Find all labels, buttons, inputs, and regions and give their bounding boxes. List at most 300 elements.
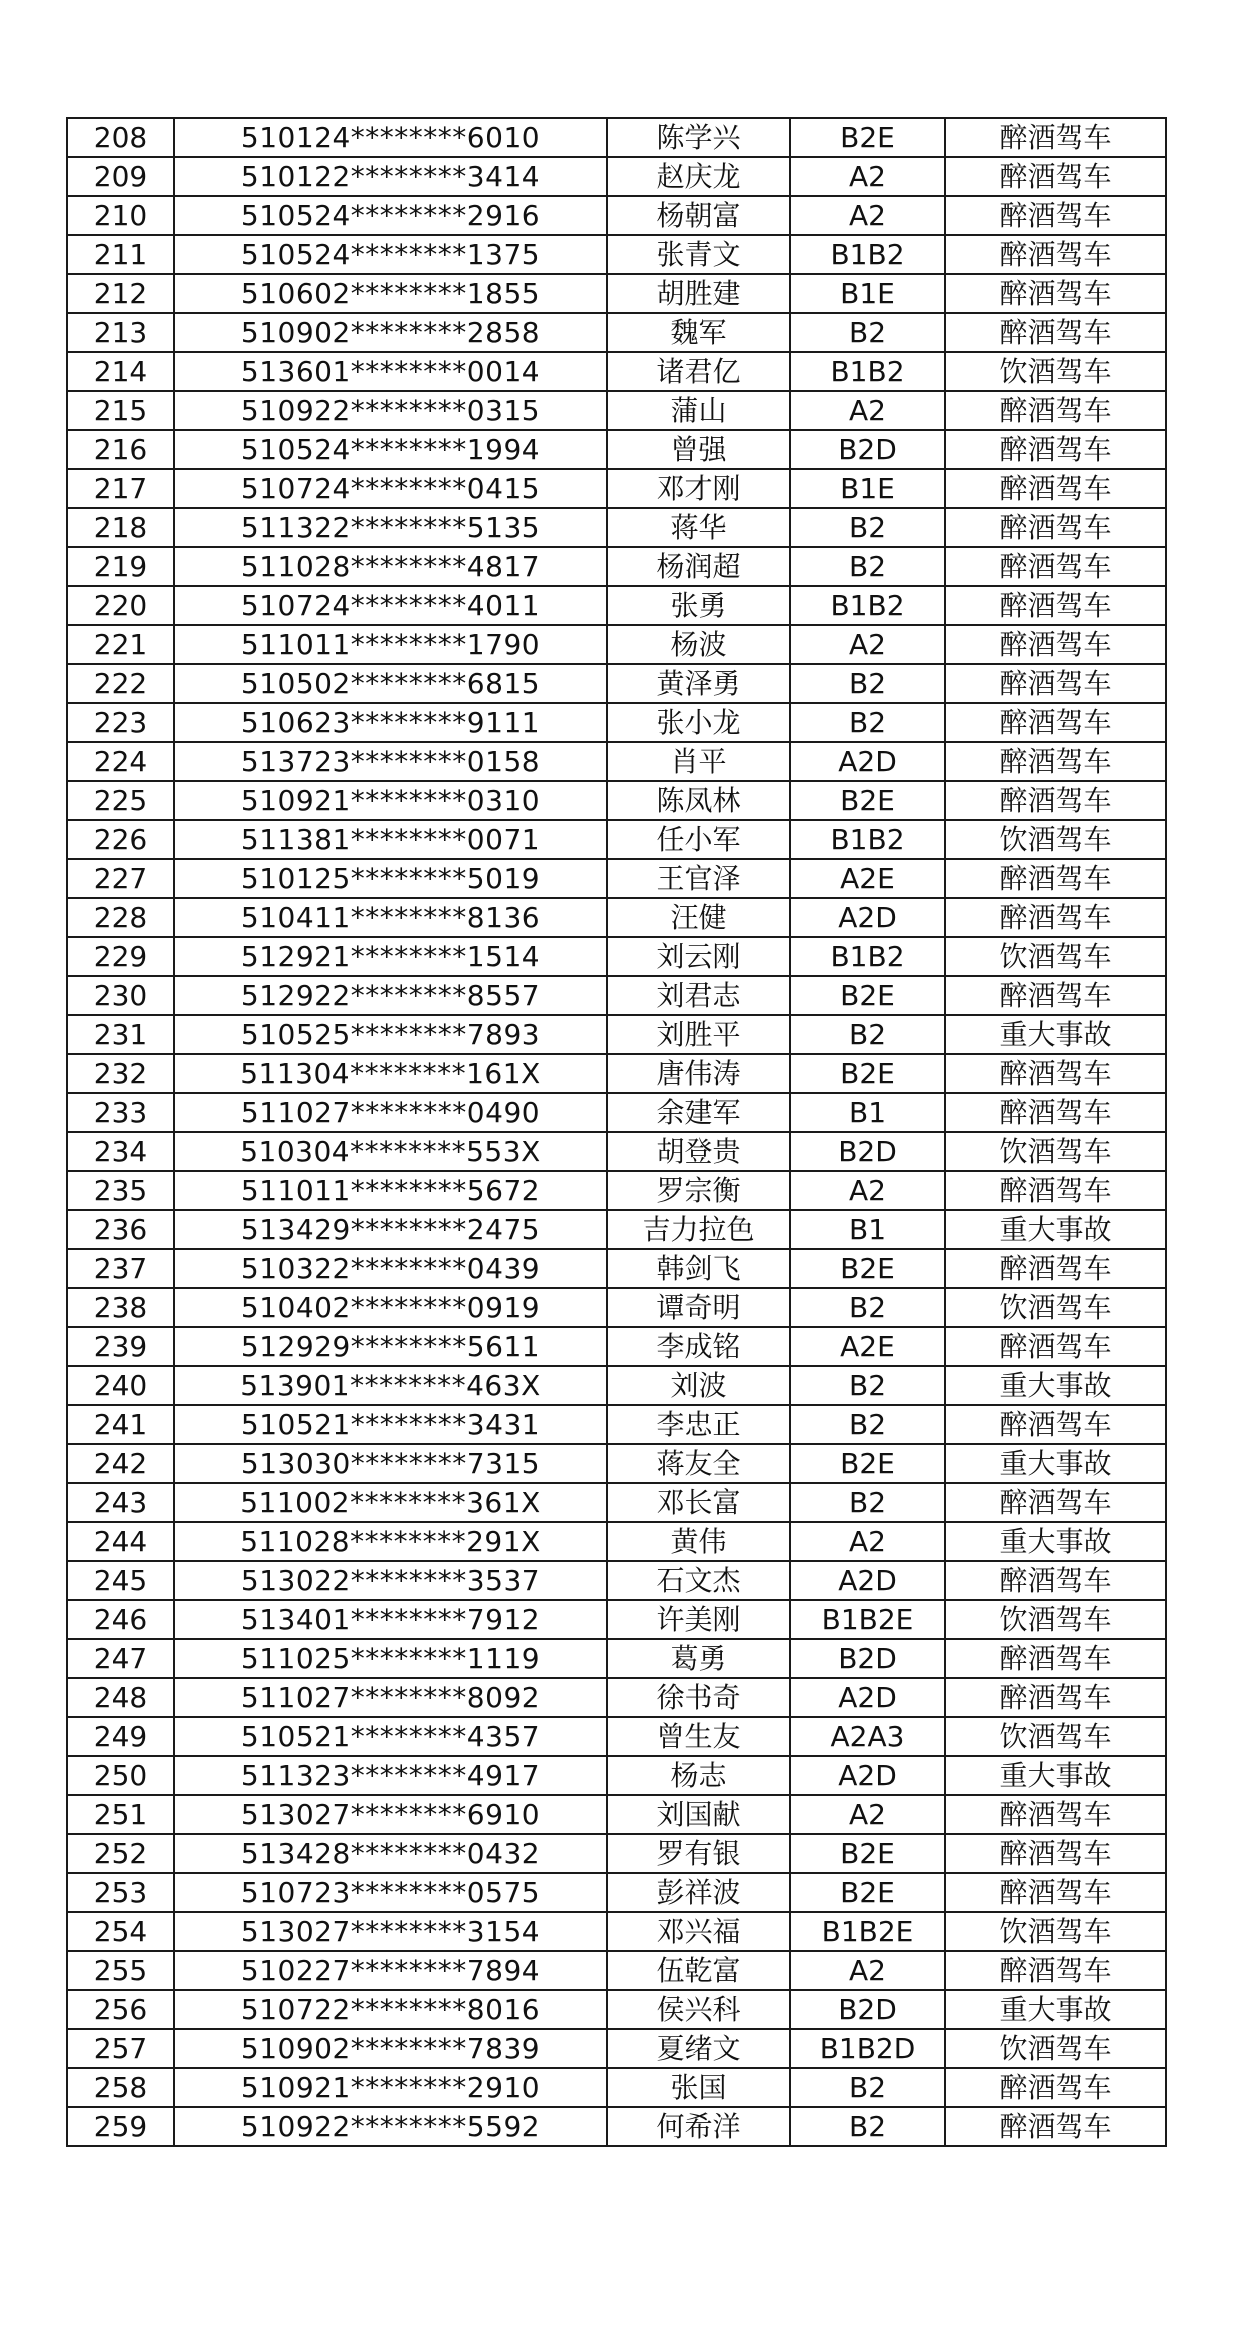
row-number-cell: 240 <box>67 1366 174 1405</box>
violation-type-cell: 醉酒驾车 <box>945 1639 1166 1678</box>
id-number-cell: 510411********8136 <box>174 898 607 937</box>
table-row <box>67 1015 1166 1054</box>
license-class-cell: A2 <box>790 391 945 430</box>
name-cell: 徐书奇 <box>607 1678 790 1717</box>
name-cell: 蒲山 <box>607 391 790 430</box>
name-cell: 葛勇 <box>607 1639 790 1678</box>
violation-type-cell: 重大事故 <box>945 1366 1166 1405</box>
license-class-cell: B1B2E <box>790 1600 945 1639</box>
license-class-cell: A2 <box>790 157 945 196</box>
name-cell: 杨波 <box>607 625 790 664</box>
name-cell: 谭奇明 <box>607 1288 790 1327</box>
license-class-cell: B1E <box>790 469 945 508</box>
license-class-cell: A2 <box>790 1171 945 1210</box>
table-row <box>67 1639 1166 1678</box>
name-cell: 伍乾富 <box>607 1951 790 1990</box>
row-number-cell: 211 <box>67 235 174 274</box>
row-number-cell: 228 <box>67 898 174 937</box>
name-cell: 石文杰 <box>607 1561 790 1600</box>
license-class-cell: B2D <box>790 430 945 469</box>
table-row <box>67 1171 1166 1210</box>
name-cell: 张青文 <box>607 235 790 274</box>
violation-type-cell: 醉酒驾车 <box>945 1249 1166 1288</box>
violation-type-cell: 醉酒驾车 <box>945 235 1166 274</box>
name-cell: 诸君亿 <box>607 352 790 391</box>
id-number-cell: 513901********463X <box>174 1366 607 1405</box>
name-cell: 蒋华 <box>607 508 790 547</box>
name-cell: 魏军 <box>607 313 790 352</box>
license-class-cell: A2 <box>790 1795 945 1834</box>
id-number-cell: 510525********7893 <box>174 1015 607 1054</box>
violation-type-cell: 醉酒驾车 <box>945 391 1166 430</box>
row-number-cell: 252 <box>67 1834 174 1873</box>
row-number-cell: 250 <box>67 1756 174 1795</box>
license-class-cell: B2E <box>790 1249 945 1288</box>
row-number-cell: 230 <box>67 976 174 1015</box>
row-number-cell: 208 <box>67 118 174 157</box>
license-class-cell: B2D <box>790 1132 945 1171</box>
id-number-cell: 513601********0014 <box>174 352 607 391</box>
id-number-cell: 511011********5672 <box>174 1171 607 1210</box>
table-row <box>67 703 1166 742</box>
license-class-cell: B1B2D <box>790 2029 945 2068</box>
violation-type-cell: 饮酒驾车 <box>945 1717 1166 1756</box>
name-cell: 刘君志 <box>607 976 790 1015</box>
name-cell: 许美刚 <box>607 1600 790 1639</box>
row-number-cell: 236 <box>67 1210 174 1249</box>
id-number-cell: 510722********8016 <box>174 1990 607 2029</box>
table-row <box>67 1522 1166 1561</box>
table-row <box>67 1327 1166 1366</box>
id-number-cell: 510227********7894 <box>174 1951 607 1990</box>
id-number-cell: 510521********3431 <box>174 1405 607 1444</box>
violation-type-cell: 醉酒驾车 <box>945 1561 1166 1600</box>
name-cell: 吉力拉色 <box>607 1210 790 1249</box>
license-class-cell: A2D <box>790 898 945 937</box>
name-cell: 陈学兴 <box>607 118 790 157</box>
name-cell: 张小龙 <box>607 703 790 742</box>
violation-type-cell: 醉酒驾车 <box>945 1483 1166 1522</box>
license-class-cell: B2E <box>790 118 945 157</box>
violation-type-cell: 醉酒驾车 <box>945 1093 1166 1132</box>
row-number-cell: 258 <box>67 2068 174 2107</box>
license-class-cell: B1B2 <box>790 820 945 859</box>
violation-type-cell: 重大事故 <box>945 1522 1166 1561</box>
row-number-cell: 248 <box>67 1678 174 1717</box>
table-row <box>67 937 1166 976</box>
license-class-cell: B2 <box>790 1483 945 1522</box>
violation-type-cell: 重大事故 <box>945 1015 1166 1054</box>
license-class-cell: B2E <box>790 1834 945 1873</box>
id-number-cell: 511028********291X <box>174 1522 607 1561</box>
violation-type-cell: 醉酒驾车 <box>945 742 1166 781</box>
id-number-cell: 510902********2858 <box>174 313 607 352</box>
name-cell: 任小军 <box>607 820 790 859</box>
id-number-cell: 512929********5611 <box>174 1327 607 1366</box>
license-class-cell: B1 <box>790 1093 945 1132</box>
license-class-cell: B2D <box>790 1639 945 1678</box>
table-row <box>67 1054 1166 1093</box>
violation-type-cell: 醉酒驾车 <box>945 1951 1166 1990</box>
row-number-cell: 221 <box>67 625 174 664</box>
violation-type-cell: 醉酒驾车 <box>945 430 1166 469</box>
name-cell: 杨润超 <box>607 547 790 586</box>
name-cell: 邓才刚 <box>607 469 790 508</box>
violation-type-cell: 醉酒驾车 <box>945 1054 1166 1093</box>
name-cell: 余建军 <box>607 1093 790 1132</box>
license-class-cell: A2E <box>790 859 945 898</box>
row-number-cell: 231 <box>67 1015 174 1054</box>
violation-type-cell: 饮酒驾车 <box>945 1912 1166 1951</box>
table-row <box>67 2068 1166 2107</box>
id-number-cell: 513027********6910 <box>174 1795 607 1834</box>
row-number-cell: 249 <box>67 1717 174 1756</box>
table-row <box>67 430 1166 469</box>
row-number-cell: 245 <box>67 1561 174 1600</box>
license-class-cell: B1B2 <box>790 235 945 274</box>
table-row <box>67 1834 1166 1873</box>
name-cell: 黄泽勇 <box>607 664 790 703</box>
row-number-cell: 247 <box>67 1639 174 1678</box>
table-row <box>67 1678 1166 1717</box>
table-row <box>67 547 1166 586</box>
table-row <box>67 1990 1166 2029</box>
row-number-cell: 225 <box>67 781 174 820</box>
violation-type-cell: 醉酒驾车 <box>945 781 1166 820</box>
license-class-cell: B2 <box>790 1015 945 1054</box>
table-row <box>67 664 1166 703</box>
name-cell: 黄伟 <box>607 1522 790 1561</box>
row-number-cell: 214 <box>67 352 174 391</box>
table-row <box>67 1756 1166 1795</box>
table-row <box>67 1249 1166 1288</box>
id-number-cell: 512921********1514 <box>174 937 607 976</box>
name-cell: 罗宗衡 <box>607 1171 790 1210</box>
row-number-cell: 257 <box>67 2029 174 2068</box>
row-number-cell: 217 <box>67 469 174 508</box>
table-row <box>67 2029 1166 2068</box>
records-table <box>66 117 1167 2147</box>
table-row <box>67 1444 1166 1483</box>
row-number-cell: 215 <box>67 391 174 430</box>
id-number-cell: 510922********5592 <box>174 2107 607 2146</box>
name-cell: 曾生友 <box>607 1717 790 1756</box>
name-cell: 夏绪文 <box>607 2029 790 2068</box>
row-number-cell: 244 <box>67 1522 174 1561</box>
table-row <box>67 742 1166 781</box>
name-cell: 张国 <box>607 2068 790 2107</box>
license-class-cell: A2E <box>790 1327 945 1366</box>
license-class-cell: B2 <box>790 547 945 586</box>
license-class-cell: A2 <box>790 1951 945 1990</box>
id-number-cell: 510322********0439 <box>174 1249 607 1288</box>
violation-type-cell: 饮酒驾车 <box>945 820 1166 859</box>
id-number-cell: 510922********0315 <box>174 391 607 430</box>
name-cell: 罗有银 <box>607 1834 790 1873</box>
license-class-cell: B2E <box>790 781 945 820</box>
row-number-cell: 210 <box>67 196 174 235</box>
name-cell: 蒋友全 <box>607 1444 790 1483</box>
violation-type-cell: 醉酒驾车 <box>945 469 1166 508</box>
row-number-cell: 234 <box>67 1132 174 1171</box>
records-table-body <box>67 118 1166 2146</box>
violation-type-cell: 饮酒驾车 <box>945 352 1166 391</box>
row-number-cell: 222 <box>67 664 174 703</box>
id-number-cell: 511011********1790 <box>174 625 607 664</box>
name-cell: 刘波 <box>607 1366 790 1405</box>
license-class-cell: B1B2 <box>790 352 945 391</box>
name-cell: 杨朝富 <box>607 196 790 235</box>
name-cell: 韩剑飞 <box>607 1249 790 1288</box>
table-row <box>67 1561 1166 1600</box>
table-row <box>67 1405 1166 1444</box>
name-cell: 何希洋 <box>607 2107 790 2146</box>
row-number-cell: 218 <box>67 508 174 547</box>
table-row <box>67 118 1166 157</box>
violation-type-cell: 醉酒驾车 <box>945 1795 1166 1834</box>
table-row <box>67 1210 1166 1249</box>
violation-type-cell: 醉酒驾车 <box>945 1678 1166 1717</box>
row-number-cell: 220 <box>67 586 174 625</box>
name-cell: 侯兴科 <box>607 1990 790 2029</box>
license-class-cell: A2 <box>790 196 945 235</box>
license-class-cell: B1 <box>790 1210 945 1249</box>
id-number-cell: 510723********0575 <box>174 1873 607 1912</box>
table-row <box>67 1600 1166 1639</box>
table-row <box>67 2107 1166 2146</box>
row-number-cell: 256 <box>67 1990 174 2029</box>
license-class-cell: A2D <box>790 742 945 781</box>
name-cell: 汪健 <box>607 898 790 937</box>
row-number-cell: 255 <box>67 1951 174 1990</box>
violation-type-cell: 醉酒驾车 <box>945 976 1166 1015</box>
license-class-cell: A2A3 <box>790 1717 945 1756</box>
table-row <box>67 1717 1166 1756</box>
id-number-cell: 510304********553X <box>174 1132 607 1171</box>
violation-type-cell: 醉酒驾车 <box>945 1171 1166 1210</box>
row-number-cell: 253 <box>67 1873 174 1912</box>
table-row <box>67 859 1166 898</box>
license-class-cell: B1E <box>790 274 945 313</box>
id-number-cell: 513022********3537 <box>174 1561 607 1600</box>
license-class-cell: B2D <box>790 1990 945 2029</box>
license-class-cell: B2E <box>790 1873 945 1912</box>
id-number-cell: 510524********2916 <box>174 196 607 235</box>
table-row <box>67 976 1166 1015</box>
name-cell: 李成铭 <box>607 1327 790 1366</box>
license-class-cell: B2E <box>790 1444 945 1483</box>
table-row <box>67 1912 1166 1951</box>
license-class-cell: B1B2 <box>790 937 945 976</box>
name-cell: 刘胜平 <box>607 1015 790 1054</box>
row-number-cell: 223 <box>67 703 174 742</box>
table-row <box>67 1132 1166 1171</box>
name-cell: 王官泽 <box>607 859 790 898</box>
violation-type-cell: 醉酒驾车 <box>945 625 1166 664</box>
id-number-cell: 510125********5019 <box>174 859 607 898</box>
license-class-cell: B2 <box>790 1288 945 1327</box>
id-number-cell: 511025********1119 <box>174 1639 607 1678</box>
row-number-cell: 237 <box>67 1249 174 1288</box>
id-number-cell: 513429********2475 <box>174 1210 607 1249</box>
row-number-cell: 239 <box>67 1327 174 1366</box>
table-row <box>67 469 1166 508</box>
license-class-cell: B1B2 <box>790 586 945 625</box>
table-row <box>67 1483 1166 1522</box>
table-row <box>67 1873 1166 1912</box>
row-number-cell: 209 <box>67 157 174 196</box>
license-class-cell: B1B2E <box>790 1912 945 1951</box>
id-number-cell: 510921********0310 <box>174 781 607 820</box>
table-row <box>67 391 1166 430</box>
violation-type-cell: 重大事故 <box>945 1210 1166 1249</box>
id-number-cell: 511322********5135 <box>174 508 607 547</box>
table-row <box>67 1366 1166 1405</box>
id-number-cell: 511028********4817 <box>174 547 607 586</box>
violation-type-cell: 醉酒驾车 <box>945 2107 1166 2146</box>
row-number-cell: 251 <box>67 1795 174 1834</box>
license-class-cell: A2 <box>790 625 945 664</box>
row-number-cell: 243 <box>67 1483 174 1522</box>
row-number-cell: 212 <box>67 274 174 313</box>
license-class-cell: A2D <box>790 1561 945 1600</box>
row-number-cell: 233 <box>67 1093 174 1132</box>
violation-type-cell: 醉酒驾车 <box>945 196 1166 235</box>
violation-type-cell: 醉酒驾车 <box>945 586 1166 625</box>
id-number-cell: 511027********8092 <box>174 1678 607 1717</box>
id-number-cell: 511304********161X <box>174 1054 607 1093</box>
row-number-cell: 229 <box>67 937 174 976</box>
id-number-cell: 513027********3154 <box>174 1912 607 1951</box>
license-class-cell: B2 <box>790 1405 945 1444</box>
license-class-cell: A2D <box>790 1678 945 1717</box>
violation-type-cell: 醉酒驾车 <box>945 508 1166 547</box>
row-number-cell: 216 <box>67 430 174 469</box>
violation-type-cell: 醉酒驾车 <box>945 664 1166 703</box>
row-number-cell: 232 <box>67 1054 174 1093</box>
violation-type-cell: 重大事故 <box>945 1756 1166 1795</box>
row-number-cell: 254 <box>67 1912 174 1951</box>
id-number-cell: 510724********0415 <box>174 469 607 508</box>
name-cell: 肖平 <box>607 742 790 781</box>
row-number-cell: 227 <box>67 859 174 898</box>
violation-type-cell: 醉酒驾车 <box>945 313 1166 352</box>
license-class-cell: B2 <box>790 313 945 352</box>
table-row <box>67 274 1166 313</box>
name-cell: 刘国献 <box>607 1795 790 1834</box>
table-row <box>67 235 1166 274</box>
violation-type-cell: 醉酒驾车 <box>945 703 1166 742</box>
id-number-cell: 511027********0490 <box>174 1093 607 1132</box>
name-cell: 张勇 <box>607 586 790 625</box>
name-cell: 邓长富 <box>607 1483 790 1522</box>
table-row <box>67 781 1166 820</box>
violation-type-cell: 重大事故 <box>945 1990 1166 2029</box>
violation-type-cell: 饮酒驾车 <box>945 1132 1166 1171</box>
name-cell: 唐伟涛 <box>607 1054 790 1093</box>
table-row <box>67 1795 1166 1834</box>
table-row <box>67 352 1166 391</box>
violation-type-cell: 醉酒驾车 <box>945 157 1166 196</box>
violation-type-cell: 饮酒驾车 <box>945 2029 1166 2068</box>
violation-type-cell: 醉酒驾车 <box>945 547 1166 586</box>
table-row <box>67 625 1166 664</box>
table-row <box>67 508 1166 547</box>
table-row <box>67 898 1166 937</box>
violation-type-cell: 醉酒驾车 <box>945 1327 1166 1366</box>
violation-type-cell: 醉酒驾车 <box>945 274 1166 313</box>
id-number-cell: 510602********1855 <box>174 274 607 313</box>
row-number-cell: 246 <box>67 1600 174 1639</box>
table-row <box>67 1093 1166 1132</box>
license-class-cell: B2 <box>790 2068 945 2107</box>
name-cell: 胡登贵 <box>607 1132 790 1171</box>
id-number-cell: 510402********0919 <box>174 1288 607 1327</box>
id-number-cell: 510524********1994 <box>174 430 607 469</box>
table-row <box>67 1951 1166 1990</box>
row-number-cell: 235 <box>67 1171 174 1210</box>
id-number-cell: 513401********7912 <box>174 1600 607 1639</box>
table-row <box>67 196 1166 235</box>
license-class-cell: B2 <box>790 508 945 547</box>
name-cell: 邓兴福 <box>607 1912 790 1951</box>
table-row <box>67 820 1166 859</box>
row-number-cell: 213 <box>67 313 174 352</box>
violation-type-cell: 醉酒驾车 <box>945 1873 1166 1912</box>
table-row <box>67 1288 1166 1327</box>
name-cell: 彭祥波 <box>607 1873 790 1912</box>
name-cell: 李忠正 <box>607 1405 790 1444</box>
id-number-cell: 510921********2910 <box>174 2068 607 2107</box>
violation-type-cell: 醉酒驾车 <box>945 859 1166 898</box>
license-class-cell: B2 <box>790 703 945 742</box>
row-number-cell: 259 <box>67 2107 174 2146</box>
row-number-cell: 242 <box>67 1444 174 1483</box>
violation-type-cell: 醉酒驾车 <box>945 1834 1166 1873</box>
id-number-cell: 511381********0071 <box>174 820 607 859</box>
violation-type-cell: 醉酒驾车 <box>945 1405 1166 1444</box>
table-row <box>67 157 1166 196</box>
id-number-cell: 510502********6815 <box>174 664 607 703</box>
id-number-cell: 510124********6010 <box>174 118 607 157</box>
license-class-cell: B2 <box>790 664 945 703</box>
id-number-cell: 510521********4357 <box>174 1717 607 1756</box>
violation-type-cell: 饮酒驾车 <box>945 1600 1166 1639</box>
license-class-cell: B2E <box>790 976 945 1015</box>
table-row <box>67 586 1166 625</box>
license-class-cell: B2E <box>790 1054 945 1093</box>
name-cell: 杨志 <box>607 1756 790 1795</box>
id-number-cell: 513030********7315 <box>174 1444 607 1483</box>
violation-type-cell: 饮酒驾车 <box>945 1288 1166 1327</box>
violation-type-cell: 醉酒驾车 <box>945 118 1166 157</box>
table-row <box>67 313 1166 352</box>
name-cell: 赵庆龙 <box>607 157 790 196</box>
id-number-cell: 511002********361X <box>174 1483 607 1522</box>
license-class-cell: A2D <box>790 1756 945 1795</box>
name-cell: 曾强 <box>607 430 790 469</box>
row-number-cell: 224 <box>67 742 174 781</box>
id-number-cell: 510524********1375 <box>174 235 607 274</box>
row-number-cell: 238 <box>67 1288 174 1327</box>
id-number-cell: 512922********8557 <box>174 976 607 1015</box>
row-number-cell: 241 <box>67 1405 174 1444</box>
violation-type-cell: 醉酒驾车 <box>945 898 1166 937</box>
name-cell: 陈凤林 <box>607 781 790 820</box>
row-number-cell: 226 <box>67 820 174 859</box>
license-class-cell: A2 <box>790 1522 945 1561</box>
id-number-cell: 513723********0158 <box>174 742 607 781</box>
